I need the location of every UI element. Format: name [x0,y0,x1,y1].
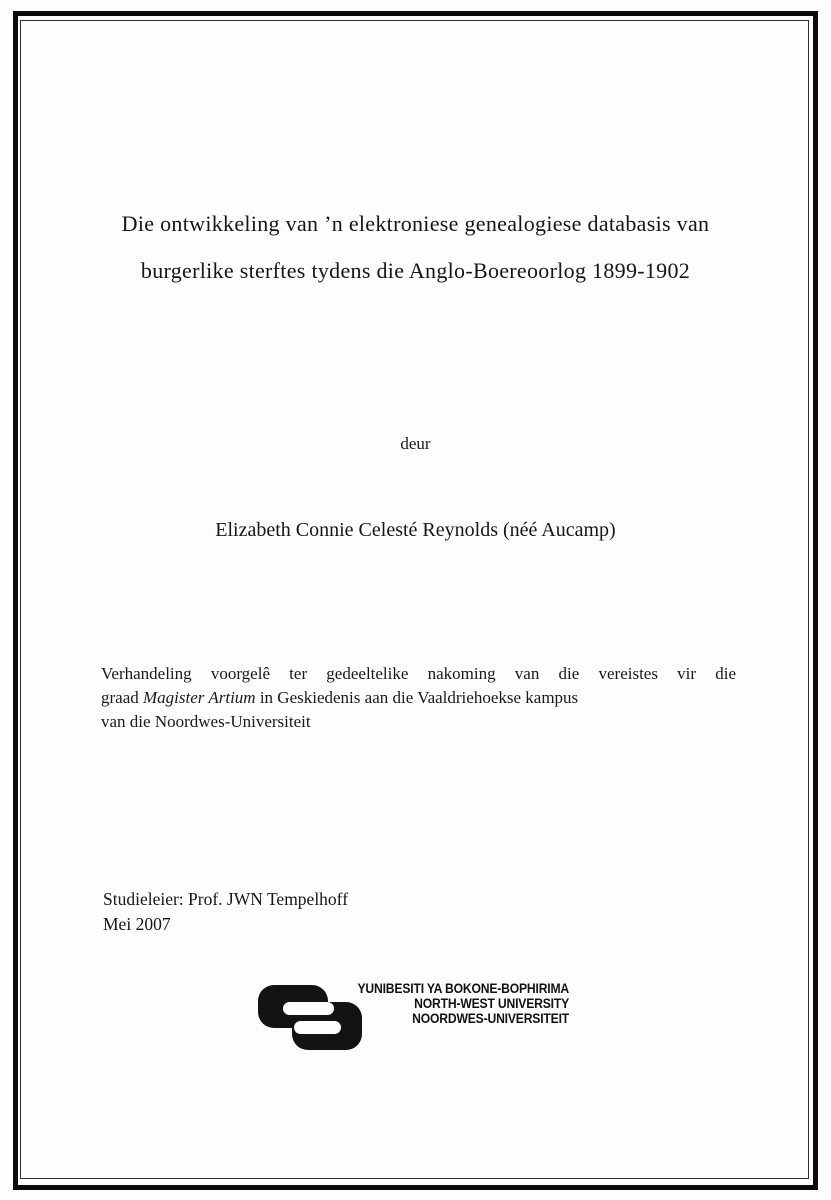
thesis-title-line2: burgerlike sterftes tydens die Anglo-Boereoorlog 1899-1902 [140,258,691,283]
author-name: Elizabeth Connie Celesté Reynolds (néé Aucamp) [215,519,616,541]
supervisor-block [103,887,348,936]
supervisor-line: Studieleier: Prof. JWN Tempelhoff [103,889,349,909]
degree-statement-line2-post: in Geskiedenis aan die Vaaldriehoekse kampus [255,688,579,707]
degree-statement-line1: Verhandeling voorgelê ter gedeeltelike nakoming van die vereistes vir die [101,664,736,683]
degree-name-italic: Magister Artium [143,688,256,707]
degree-statement-line2-pre: graad [101,688,144,707]
university-wordmark [357,981,569,1027]
university-name-english: NORTH-WEST UNIVERSITY [414,996,569,1012]
university-name-setswana: YUNIBESITI YA BOKONE-BOPHIRIMA [357,981,569,996]
thesis-title-line1: Die ontwikkeling van ’n elektroniese genealogiese databasis van [121,211,710,236]
degree-statement-line3: van die Noordwes-Universiteit [101,712,311,731]
nwu-chain-link-logo-icon [256,983,364,1053]
date-line: Mei 2007 [103,913,171,934]
degree-statement [101,662,736,734]
byline-deur: deur [400,434,431,453]
degree-statement-line2 [101,686,736,710]
university-name-afrikaans: NOORDWES-UNIVERSITEIT [412,1011,569,1027]
thesis-title [0,200,831,294]
